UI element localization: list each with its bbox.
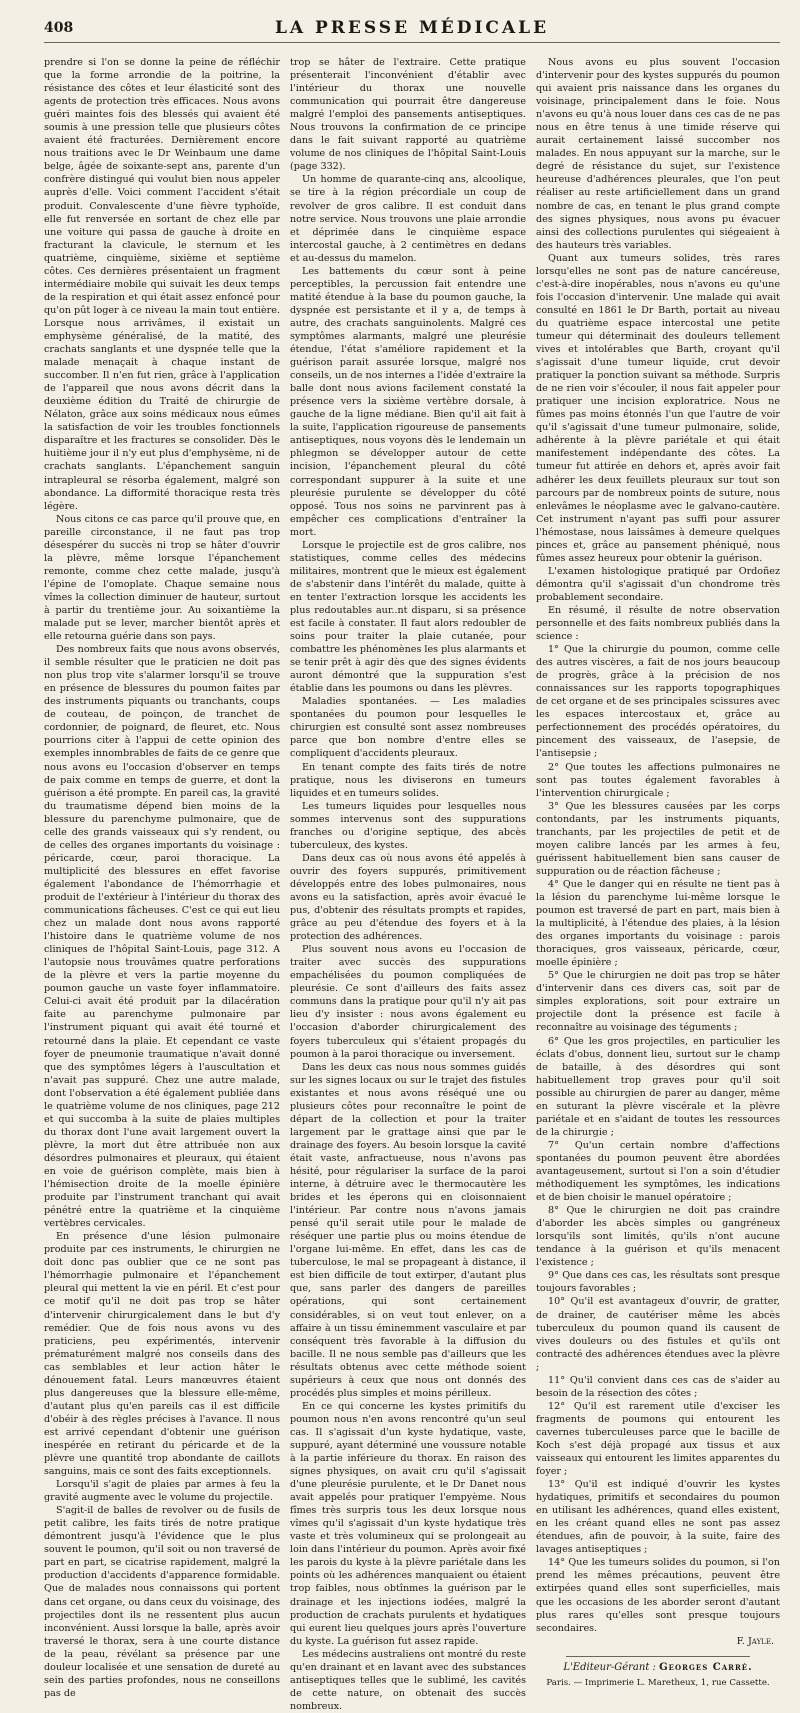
conclusion-item: 12° Qu'il est rarement utile d'exciser les fragments de poumons qui entourent les cavernes tuberculeuses parce que le bacille de Koch s'est déjà propagé aux tissus et aux vaisseaux qui entourent les limites apparentes du foyer ; (536, 1400, 780, 1478)
paragraph: Les médecins australiens ont montré du reste qu'en drainant et en lavant avec des substances antiseptiques telles que le sublimé, les cavités de cette nature, on obtenait des succès nombreux. (290, 1648, 526, 1712)
paragraph: S'agit-il de balles de revolver ou de fusils de petit calibre, les faits tirés de notre pratique démontrent jusqu'à l'évidence que le plus souvent le poumon, qu'il soit ou non traversé de part en part, se cicatrise rapidement, malgré la production d'accidents d'apparence formidable. Que de malades nous connaissons qui portent dans cet organe, ou dans ceux du voisinage, des projectiles dont ils ne ressentent plus aucun inconvénient. Aussi lorsque la balle, après avoir traversé le thorax, sera à une courte distance de la peau, révélant sa présence par une douleur localisée et une sensation de dureté au sein des parties profondes, nous ne conseillons pas de (44, 1505, 280, 1699)
conclusion-item: 10° Qu'il est avantageux d'ouvrir, de gratter, de drainer, de cautériser même les abcès tuberculeux du poumon quand ils causent de vives douleurs ou des fistules et qu'ils ont contracté des adhérences étendues avec la plèvre ; (536, 1296, 780, 1373)
paragraph: Nous citons ce cas parce qu'il prouve que, en pareille circonstance, il ne faut pas trop désespérer du succès ni trop se hâter d'ouvrir la plèvre, même lorsque l'épanchement remonte, comme chez cette malade, jusqu'à l'épine de l'omoplate. Chaque semaine nous vîmes la collection diminuer de hauteur, surtout à partir du trentième jour. Au soixantième la malade put se lever, marcher bientôt après et elle retourna guérie dans son pays. (44, 513, 280, 643)
paragraph: En présence d'une lésion pulmonaire produite par ces instruments, le chirurgien ne doit donc pas oublier que ce ne sont pas l'hémorrhagie pulmonaire et l'épanchement pleural qui mettent la vie en péril. Et c'est pour ce motif qu'il ne doit pas trop se hâter d'intervenir chirurgicalement dans le but d'y remédier. Que de fois nous avons vu des praticiens, peu expérimentés, intervenir prématurément malgré nos conseils dans des cas semblables et leur action hâter le dénouement fatal. Leurs manœuvres étaient plus dangereuses que la blessure elle-même, d'autant plus qu'en pareils cas il est difficile d'obéir à des règles précises à l'avance. Il nous est arrivé cependant d'obtenir une guérison inespérée en retirant du péricarde et de la plèvre une quantité trop abondante de caillots sanguins, mais ce sont des faits exceptionnels. (44, 1231, 280, 1478)
conclusion-item: 11° Qu'il convient dans ces cas de s'aider au besoin de la résection des côtes ; (536, 1374, 780, 1399)
paragraph: Plus souvent nous avons eu l'occasion de traiter avec succès des suppurations empachélisées du poumon compliquées de pleurésie. Ce sont d'ailleurs des faits assez communs dans la pratique pour qu'il n'y ait pas lieu d'y insister : nous avons également eu l'occasion d'aborder chirurgicalement des foyers tuberculeux qui s'étaient propagés du poumon à la paroi thoracique ou inversement. (290, 944, 526, 1060)
paragraph: En résumé, il résulte de notre observation personnelle et des faits nombreux publiés dans la science : (536, 604, 780, 643)
paragraph: L'examen histologique pratiqué par Ordoñez démontra qu'il s'agissait d'un chondrome très probablement secondaire. (536, 565, 780, 603)
paragraph: Quant aux tumeurs solides, très rares lorsqu'elles ne sont pas de nature cancéreuse, c'est-à-dire inopérables, nous n'avons eu qu'une fois l'occasion d'intervenir. Une malade qui avait consulté en 1861 le Dr Barth, portait au niveau du quatrième espace intercostal une petite tumeur qui déterminait des douleurs tellement vives et intolérables que Barth, croyant qu'il s'agissait d'une tumeur liquide, crut devoir pratiquer la ponction suivant sa méthode. Surpris de ne rien voir s'écouler, il nous fait appeler pour pratiquer une incision exploratrice. Nous ne fûmes pas moins étonnés l'un que l'autre de voir qu'il s'agissait d'une tumeur pulmonaire, solide, adhérente à la plèvre pariétale et qui était manifestement indépendante des côtes. La tumeur fut attirée en dehors et, après avoir fait adhérer les deux feuillets pleuraux sur tout son parcours par de nombreux points de suture, nous enlevâmes le néoplasme avec le galvano-cautère. Cet instrument n'ayant pas suffi pour assurer l'hémostase, nous laissâmes à demeure quelques pinces et, grâce au pansement phéniqué, nous fûmes assez heureux pour obtenir la guérison. (536, 252, 780, 564)
paragraph: Dans les deux cas nous nous sommes guidés sur les signes locaux ou sur le trajet des fistules existantes et nous avons réséqué une ou plusieurs côtes pour reconnaître le point de départ de la collection et pour la traiter largement par le grattage ainsi que par le drainage des foyers. Au besoin lorsque la cavité était vaste, anfractueuse, nous n'avons pas hésité, pour régulariser la surface de la paroi interne, à détruire avec le thermocautère les brides et les éperons qui en cloisonnaient l'intérieur. Par contre nous n'avons jamais pensé qu'il serait utile pour le malade de réséquer une partie plus ou moins étendue de l'organe lui-même. En effet, dans les cas de tuberculose, le mal se propageant à distance, il est bien difficile de tout extirper, d'autant plus que, sans parler des dangers de pareilles opérations, qui sont certainement considérables, si on veut tout enlever, on a affaire à un tissu éminemment vasculaire et par conséquent très favorable à la diffusion du bacille. Il ne nous semble pas d'ailleurs que les résultats obtenus avec cette méthode soient supérieurs à ceux que nous ont donnés des procédés plus simples et moins périlleux. (290, 1061, 526, 1399)
column-1 (44, 56, 280, 1699)
column-2 (290, 56, 526, 1712)
paragraph: Lorsque le projectile est de gros calibre, nos statistiques, comme celles des médecins militaires, montrent que le mieux est également de s'abstenir dans l'intérêt du malade, quitte à en tenter l'extraction lorsque les accidents les plus redoutables aur..nt disparu, si sa présence est facile à constater. Il faut alors redoubler de soins pour traiter la plaie cutanée, pour combattre les phénomènes les plus alarmants et se tenir prêt à agir dès que des signes évidents auront démontré que la suppuration s'est établie dans les poumons ou dans les plèvres. (290, 539, 526, 695)
column-3 (536, 56, 780, 1688)
paragraph: Des nombreux faits que nous avons observés, il semble résulter que le praticien ne doit pas non plus trop vite s'alarmer lorsqu'il se trouve en présence de blessures du poumon faites par des instruments piquants ou tranchants, coups de couteau, de poinçon, de tranchet de cordonnier, de poignard, de fleuret, etc. Nous pourrions citer à l'appui de cette opinion des exemples innombrables de faits de ce genre que nous avons eu l'occasion d'observer en temps de paix comme en temps de guerre, et dont la guérison a été prompte. En pareil cas, la gravité du traumatisme dépend bien moins de la blessure du parenchyme pulmonaire, que de celle des grands vaisseaux qui s'y rendent, ou de celles des organes importants du voisinage : péricarde, cœur, paroi thoracique. La multiplicité des blessures en effet favorise également l'abondance de l'hémorrhagie et produit de l'extérieur à l'intérieur du thorax des communications fâcheuses. C'est ce qui eut lieu chez un malade dont nous avons rapporté l'histoire dans le quatrième volume de nos cliniques de l'hôpital Saint-Louis, page 312. A l'autopsie nous trouvâmes quatre perforations de la plèvre et vers la partie moyenne du poumon gauche un vaste foyer inflammatoire. Celui-ci avait été produit par la dilacération faite au parenchyme pulmonaire par l'instrument piquant qui avait été tourné et retourné dans la plaie. Et cependant ce vaste foyer de pneumonie traumatique n'avait donné que des symptômes légers à l'auscultation et n'avait pas suppuré. Chez une autre malade, dont l'observation a été également publiée dans le quatrième volume de nos cliniques, page 212 et qui succomba à la suite de plaies multiples du thorax dont l'une avait largement ouvert la plèvre, la mort dut être attribuée non aux désordres pulmonaires et pleuraux, qui étaient en voie de guérison complète, mais bien à l'hémisection droite de la moelle épinière produite par l'instrument tranchant qui avait pénétré entre la quatrième et la cinquième vertèbres cervicales. (44, 644, 280, 1230)
conclusion-item: 5° Que le chirurgien ne doit pas trop se hâter d'intervenir dans ces divers cas, soit par de simples explorations, soit pour extraire un projectile dont la présence est facile à reconnaître au voisinage des téguments ; (536, 970, 780, 1034)
journal-title: LA PRESSE MÉDICALE (274, 18, 550, 38)
paragraph: Les battements du cœur sont à peine perceptibles, la percussion fait entendre une matité étendue à la base du poumon gauche, la dyspnée est persistante et il y a, de temps à autre, des crachats sanguinolents. Malgré ces symptômes alarmants, malgré une pleurésie étendue, l'état s'améliore rapidement et la guérison parait assurée lorsque, malgré nos conseils, un de nos internes a l'idée d'extraire la balle dont nous avions facilement constaté la présence vers la sixième vertèbre dorsale, à gauche de la ligne médiane. Bien qu'il ait fait à la suite, l'application rigoureuse de pansements antiseptiques, nous voyons dès le lendemain un phlegmon se développer autour de cette incision, l'épanchement pleural du côté correspondant suppurer à la suite et une pleurésie purulente se développer du côté opposé. Tous nos soins ne parvinrent pas à empêcher ces complications d'entraîner la mort. (290, 265, 526, 538)
paragraph: Maladies spontanées. — Les maladies spontanées du poumon pour lesquelles le chirurgien est consulté sont assez nombreuses parce que bon nombre d'entre elles se compliquent d'accidents pleuraux. (290, 696, 526, 760)
paragraph: Nous avons eu plus souvent l'occasion d'intervenir pour des kystes suppurés du poumon qui avaient pris naissance dans les organes du voisinage, principalement dans le foie. Nous n'avons eu qu'à nous louer dans ces cas de ne pas nous en être tenus à une timide réserve qui aurait certainement laissé succomber nos malades. En nous appuyant sur la marche, sur le degré de résistance du sujet, sur l'existence heureuse d'adhérences pleurales, que l'on peut réaliser au reste artificiellement dans un grand nombre de cas, en tenant le plus grand compte des signes physiques, nous avons pu évacuer ainsi des collections purulentes qui siégeaient à des hauteurs très variables. (536, 57, 780, 251)
conclusion-item: 1° Que la chirurgie du poumon, comme celle des autres viscères, a fait de nos jours beaucoup de progrès, grâce à la précision de nos connaissances sur les rapports topographiques de cet organe et de ses principales scissures avec les espaces intercostaux et, grâce au perfectionnement des procédés opératoires, du pincement des vaisseaux, de l'asepsie, de l'antisepsie ; (536, 644, 780, 760)
paragraph: Un homme de quarante-cinq ans, alcoolique, se tire à la région précordiale un coup de revolver de gros calibre. Il est conduit dans notre service. Nous trouvons une plaie arrondie et déprimée dans le cinquième espace intercostal gauche, à 2 centimètres en dedans et au-dessus du mamelon. (290, 174, 526, 264)
paragraph: Lorsqu'il s'agit de plaies par armes à feu la gravité augmente avec le volume du projectile. (44, 1479, 280, 1504)
conclusion-item: 9° Que dans ces cas, les résultats sont presque toujours favorables ; (536, 1270, 780, 1295)
conclusion-item: 8° Que le chirurgien ne doit pas craindre d'aborder les abcès simples ou gangréneux lorsqu'ils sont limités, qu'ils n'ont aucune tendance à la guérison et qu'ils menacent l'existence ; (536, 1205, 780, 1269)
page-header (44, 16, 780, 43)
editor-name: Georges Carré. (659, 1661, 753, 1673)
conclusion-item: 6° Que les gros projectiles, en particulier les éclats d'obus, donnent lieu, surtout sur le champ de bataille, à des désordres qui sont habituellement trop graves pour qu'il soit possible au chirurgien de parer au danger, même en suturant la plèvre viscérale et la plèvre pariétale et en s'aidant de toutes les ressources de la chirurgie ; (536, 1035, 780, 1138)
paragraph: trop se hâter de l'extraire. Cette pratique présenterait l'inconvénient d'établir avec l'intérieur du thorax une nouvelle communication qui pourrait être dangereuse malgré l'emploi des pansements antiseptiques. Nous trouvons la confirmation de ce principe dans le fait suivant rapporté au quatrième volume de nos cliniques de l'hôpital Saint-Louis (page 332). (290, 57, 526, 173)
paragraph: Les tumeurs liquides pour lesquelles nous sommes intervenus sont des suppurations franches ou d'origine septique, des abcès tuberculeux, des kystes. (290, 800, 526, 851)
conclusion-item: 13° Qu'il est indiqué d'ouvrir les kystes hydatiques, primitifs et secondaires du poumon en utilisant les adhérences, quand elles existent, en les créant quand elles ne sont pas assez étendues, afin de pouvoir, à la suite, faire des lavages antiseptiques ; (536, 1479, 780, 1556)
conclusion-item: 4° Que le danger qui en résulte ne tient pas à la lésion du parenchyme lui-même lorsque le poumon est traversé de part en part, mais bien à la multiplicité, à l'étendue des plaies, à la lésion des organes importants du voisinage : parois thoraciques, gros vaisseaux, péricarde, cœur, moelle épinière ; (536, 878, 780, 969)
conclusion-item: 2° Que toutes les affections pulmonaires ne sont pas toutes également favorables à l'intervention chirurgicale ; (536, 761, 780, 799)
printer-line: Paris. — Imprimerie L. Maretheux, 1, rue Cassette. (546, 1677, 770, 1688)
page-number: 408 (44, 20, 74, 36)
editor-line (536, 1661, 780, 1674)
paragraph: Dans deux cas où nous avons été appelés à ouvrir des foyers suppurés, primitivement développés entre des lobes pulmonaires, nous avons eu la satisfaction, après avoir évacué le pus, d'obtenir des résultats prompts et rapides, grâce au peu d'étendue des foyers et à la protection des adhérences. (290, 852, 526, 943)
paragraph: En ce qui concerne les kystes primitifs du poumon nous n'en avons rencontré qu'un seul cas. Il s'agissait d'un kyste hydatique, vaste, suppuré, ayant déterminé une voussure notable à la partie inférieure du thorax. En raison des signes physiques, on avait cru qu'il s'agissait d'une pleurésie purulente, et le Dr Danet nous avait appelés pour pratiquer l'empyème. Nous fîmes très surpris tous les deux lorsque nous vîmes qu'il s'agissait d'un kyste hydatique très vaste et très volumineux qui se prolongeait au loin dans l'intérieur du poumon. Après avoir fixé les parois du kyste à la plèvre pariétale dans les points où les adhérences manquaient ou étaient trop faibles, nous obtînmes la guérison par le drainage et les injections iodées, malgré la production de crachats purulents et hydatiques qui eurent lieu quelques jours après l'ouverture du kyste. La guérison fut assez rapide. (290, 1400, 526, 1647)
paragraph: En tenant compte des faits tirés de notre pratique, nous les diviserons en tumeurs liquides et en tumeurs solides. (290, 761, 526, 799)
paragraph: prendre si l'on se donne la peine de réfléchir que la forme arrondie de la poitrine, la résistance des côtes et leur élasticité sont des agents de protection très efficaces. Nous avons guéri maintes fois des blessés qui avaient été soumis à une pression telle que plusieurs côtes avaient été fracturées. Dernièrement encore nous traitions avec le Dr Weinbaum une dame belge, âgée de soixante-sept ans, parente d'un confrère distingué qui voulut bien nous appeler auprès d'elle. Voici comment l'accident s'était produit. Convalescente d'une fièvre typhoïde, elle fut renversée en sortant de chez elle par une voiture qui passa de gauche à droite en fracturant la clavicule, le sternum et les quatrième, cinquième, sixième et septième côtes. Ces dernières présentaient un fragment intermédiaire mobile qui suivait les deux temps de la respiration et qui était assez enfoncé pour qu'on pût loger à ce niveau la main tout entière. Lorsque nous arrivâmes, il existait un emphysème généralisé, de la matité, des crachats sanglants et une dyspnée telle que la malade menaçait à chaque instant de succomber. Il n'en fut rien, grâce à l'application de l'appareil que nous avons décrit dans la deuxième édition du Traité de chirurgie de Nélaton, grâce aux soins médicaux nous eûmes la satisfaction de voir les troubles fonctionnels disparaître et les fractures se consolider. Dès le huitième jour il n'y eut plus d'emphysème, ni de crachats sanglants. L'épanchement sanguin intrapleural se résorba également, malgré son abondance. La difformité thoracique resta très légère. (44, 57, 280, 512)
conclusion-item: 7° Qu'un certain nombre d'affections spontanées du poumon peuvent être abordées avantageusement, surtout si l'on a soin d'étudier méthodiquement les symptômes, les indications et de bien choisir le manuel opératoire ; (536, 1139, 780, 1204)
editor-label: L'Editeur-Gérant : (563, 1661, 656, 1673)
conclusion-item: 3° Que les blessures causées par les corps contondants, par les instruments piquants, tranchants, par les projectiles de petit et de moyen calibre lancés par les armes à feu, guérissent habituellement bien sans causer de suppuration ou de réaction fâcheuse ; (536, 800, 780, 877)
footer-divider (566, 1656, 750, 1657)
author-signature: F. Jayle. (736, 1635, 774, 1647)
conclusion-item: 14° Que les tumeurs solides du poumon, si l'on prend les mêmes précautions, peuvent être extirpées quand elles sont superficielles, mais que les occasions de les aborder seront d'autant plus rares qu'elles sont presque toujours secondaires. (536, 1557, 780, 1634)
